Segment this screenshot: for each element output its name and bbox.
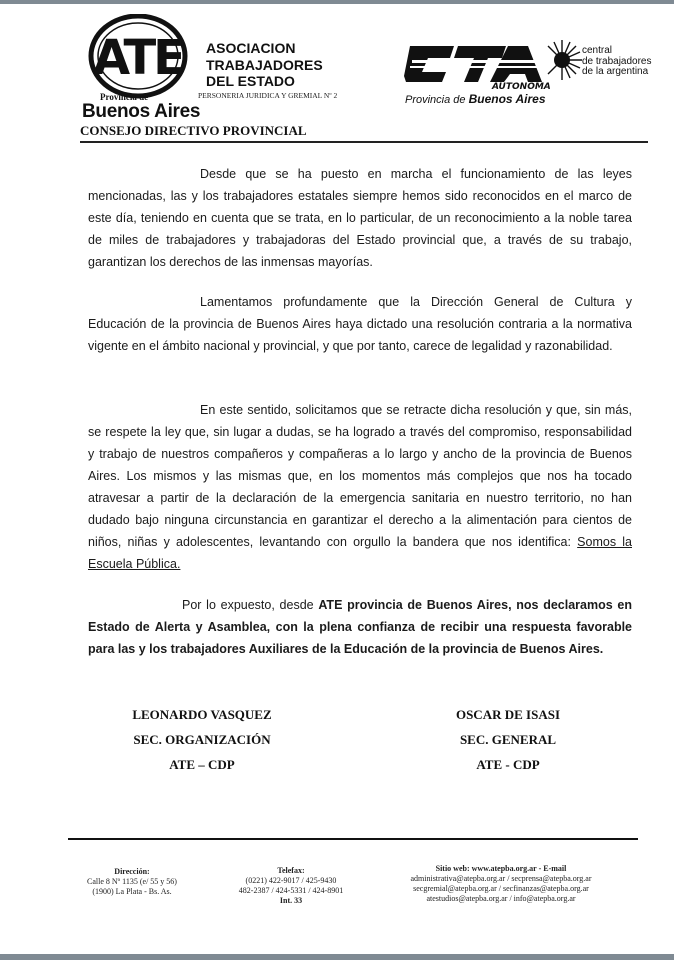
footer-email-line: atestudios@atepba.org.ar / info@atepba.org.ar (426, 894, 576, 903)
paragraph-4 (88, 594, 632, 660)
signer-org: ATE - CDP (476, 757, 540, 772)
cta-side-line: de la argentina (582, 66, 649, 77)
cta-province-prefix: Provincia de (405, 94, 469, 106)
signer-role: SEC. GENERAL (459, 732, 557, 747)
cta-province (405, 92, 546, 106)
paragraph-1: Desde que se ha puesto en marcha el funcionamiento de las leyes mencionadas, las y los trabajadores estatales siempre hemos sido reconocidos en el marco de este día, teniendo en cuenta que se trata, en lo particular, de un reconocimiento a la noble tarea de miles de trabajadores y trabajadoras del Estado provincial que, a través de su trabajo, garantizan los derechos de las inmensas mayorías. (88, 167, 632, 269)
cta-side-line: de trabajadores (582, 55, 652, 67)
ate-logo-text: ATE (93, 30, 183, 86)
footer-address-line: Calle 8 Nº 1135 (e/ 55 y 56) (87, 877, 177, 886)
footer-web (396, 864, 606, 904)
signer-role: SEC. ORGANIZACIÓN (133, 732, 271, 747)
association-line: TRABAJADORES (206, 56, 323, 73)
footer-phone (224, 866, 358, 906)
signature-right (420, 702, 596, 777)
signer-org: ATE – CDP (169, 757, 235, 772)
footer-email-line: administrativa@atepba.org.ar / secprensa@atepba.org.ar (410, 874, 592, 883)
association-line: ASOCIACION (206, 40, 296, 56)
footer-web-heading: Sitio web: www.atepba.org.ar - E-mail (435, 864, 567, 873)
footer-phone-line: 482-2387 / 424-5331 / 424-8901 (238, 886, 344, 895)
footer-address-line: (1900) La Plata - Bs. As. (92, 887, 172, 896)
escuela-publica-link: Somos la Escuela Pública. (88, 535, 632, 571)
paragraph-4-text: Por lo expuesto, desde (182, 598, 319, 612)
ate-province-small: Provincia de (100, 92, 149, 102)
signature-left (104, 702, 300, 777)
footer-email-line: secgremial@atepba.org.ar / secfinanzas@atepba.org.ar (413, 884, 589, 893)
footer-phone-line: Int. 33 (279, 896, 303, 905)
cta-autonoma: AUTONOMA (492, 82, 551, 92)
paragraph-3 (88, 399, 632, 575)
footer-divider (68, 838, 638, 840)
cta-logo (404, 36, 584, 92)
signer-name: OSCAR DE ISASI (455, 707, 561, 722)
council-heading: CONSEJO DIRECTIVO PROVINCIAL (80, 123, 307, 138)
cta-province-name: Buenos Aires (468, 92, 546, 106)
ate-province: Buenos Aires (82, 101, 201, 122)
header-divider (80, 141, 648, 143)
paragraph-4-bold: ATE provincia de Buenos Aires, nos declaramos en Estado de Alerta y Asamblea, con la plena confianza de recibir una respuesta favorable para las y los trabajadores Auxiliares de la Educación de la provincia de Buenos Aires. (88, 598, 632, 656)
footer-phone-line: (0221) 422-9017 / 425-9430 (245, 876, 337, 885)
footer-address (70, 867, 194, 897)
paragraph-2: Lamentamos profundamente que la Dirección General de Cultura y Educación de la provincia de Buenos Aires haya dictado una resolución contraria a la normativa vigente en el ámbito nacional y provincial, y que por tanto, carece de legalidad y razonabilidad. (88, 295, 632, 353)
footer-address-heading: Dirección: (114, 867, 150, 876)
paragraph-3-text: En este sentido, solicitamos que se retracte dicha resolución y que, sin más, se respete la ley que, sin lugar a dudas, se ha logrado a través del compromiso, responsabilidad y trabajo de nuestros compañeros y compañeras a lo largo y ancho de la provincia de Buenos Aires. Los mismos y las mismas que, en los momentos más complejos que nos ha tocado atravesar a partir de la declaración de la emergencia sanitaria en nuestro territorio, no han dudado bajo ninguna circunstancia en garantizar el derecho a la alimentación para cientos de niños, niñas y adolescentes, levantando con orgullo la bandera que nos identifica: (88, 403, 632, 549)
signer-name: LEONARDO VASQUEZ (132, 707, 272, 722)
cta-side-line: central (582, 45, 613, 56)
association-name (206, 40, 323, 90)
top-border (0, 0, 674, 4)
cta-central-text (582, 46, 652, 78)
association-line: DEL ESTADO (206, 73, 295, 89)
footer-phone-heading: Telefax: (277, 866, 305, 875)
personeria: PERSONERIA JURIDICA Y GREMIAL Nº 2 (198, 91, 338, 100)
bottom-border (0, 954, 674, 960)
